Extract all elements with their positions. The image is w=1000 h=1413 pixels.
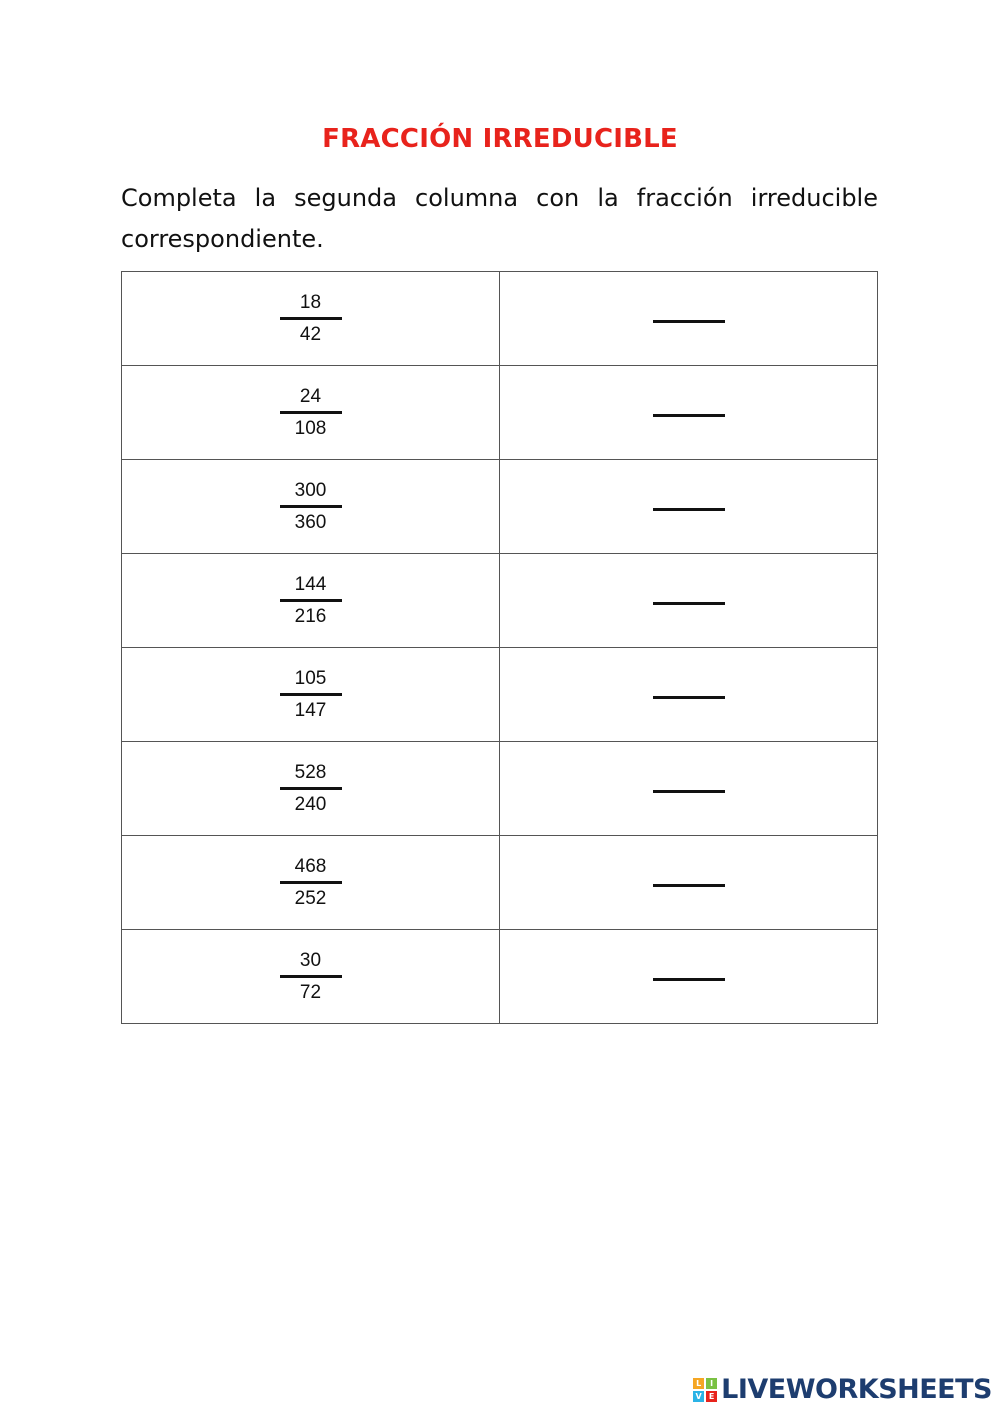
answer-blank[interactable]	[653, 508, 725, 511]
answer-cell[interactable]	[500, 460, 878, 554]
logo-square: V	[693, 1391, 704, 1402]
answer-blank[interactable]	[653, 320, 725, 323]
table-row	[122, 930, 878, 1024]
fraction	[280, 386, 342, 440]
answer-blank[interactable]	[653, 978, 725, 981]
fraction-cell	[122, 648, 500, 742]
fraction-numerator: 468	[294, 855, 327, 877]
fraction-denominator: 252	[294, 887, 327, 909]
fraction-cell	[122, 366, 500, 460]
fraction-denominator: 72	[299, 981, 322, 1003]
fractions-table	[121, 271, 878, 1024]
fraction-numerator: 528	[294, 761, 327, 783]
fraction-denominator: 360	[294, 511, 327, 533]
worksheet-title: FRACCIÓN IRREDUCIBLE	[322, 124, 678, 154]
logo-square: L	[693, 1378, 704, 1389]
fraction	[280, 856, 342, 910]
fraction-denominator: 147	[294, 699, 327, 721]
answer-blank[interactable]	[653, 602, 725, 605]
fraction-numerator: 144	[294, 573, 327, 595]
table-row	[122, 648, 878, 742]
fraction-numerator: 24	[299, 385, 322, 407]
answer-blank[interactable]	[653, 790, 725, 793]
answer-cell[interactable]	[500, 272, 878, 366]
logo-square: E	[706, 1391, 717, 1402]
instructions-text: Completa la segunda columna con la fracción irreducible correspondiente.	[121, 184, 878, 253]
answer-blank[interactable]	[653, 696, 725, 699]
fraction-cell	[122, 742, 500, 836]
logo-text: LIVEWORKSHEETS	[721, 1374, 992, 1405]
answer-cell[interactable]	[500, 648, 878, 742]
fraction-denominator: 42	[299, 323, 322, 345]
fraction-cell	[122, 460, 500, 554]
logo-mark-icon	[693, 1378, 717, 1402]
fraction-cell	[122, 272, 500, 366]
fraction-numerator: 300	[294, 479, 327, 501]
answer-cell[interactable]	[500, 554, 878, 648]
answer-blank[interactable]	[653, 884, 725, 887]
answer-cell[interactable]	[500, 742, 878, 836]
fraction	[280, 292, 342, 346]
fraction	[280, 574, 342, 628]
table-row	[122, 742, 878, 836]
fraction-numerator: 30	[299, 949, 322, 971]
fraction-cell	[122, 554, 500, 648]
fraction-cell	[122, 836, 500, 930]
answer-cell[interactable]	[500, 836, 878, 930]
fraction-numerator: 105	[294, 667, 327, 689]
table-row	[122, 272, 878, 366]
table-row	[122, 460, 878, 554]
fraction-denominator: 108	[294, 417, 327, 439]
answer-cell[interactable]	[500, 930, 878, 1024]
liveworksheets-logo	[693, 1374, 992, 1405]
fraction	[280, 762, 342, 816]
fraction	[280, 950, 342, 1004]
table-row	[122, 366, 878, 460]
fraction	[280, 668, 342, 722]
table-row	[122, 836, 878, 930]
logo-square: I	[706, 1378, 717, 1389]
answer-blank[interactable]	[653, 414, 725, 417]
fraction-numerator: 18	[299, 291, 322, 313]
fraction-denominator: 240	[294, 793, 327, 815]
answer-cell[interactable]	[500, 366, 878, 460]
table-row	[122, 554, 878, 648]
fraction-cell	[122, 930, 500, 1024]
fraction	[280, 480, 342, 534]
fraction-denominator: 216	[294, 605, 327, 627]
